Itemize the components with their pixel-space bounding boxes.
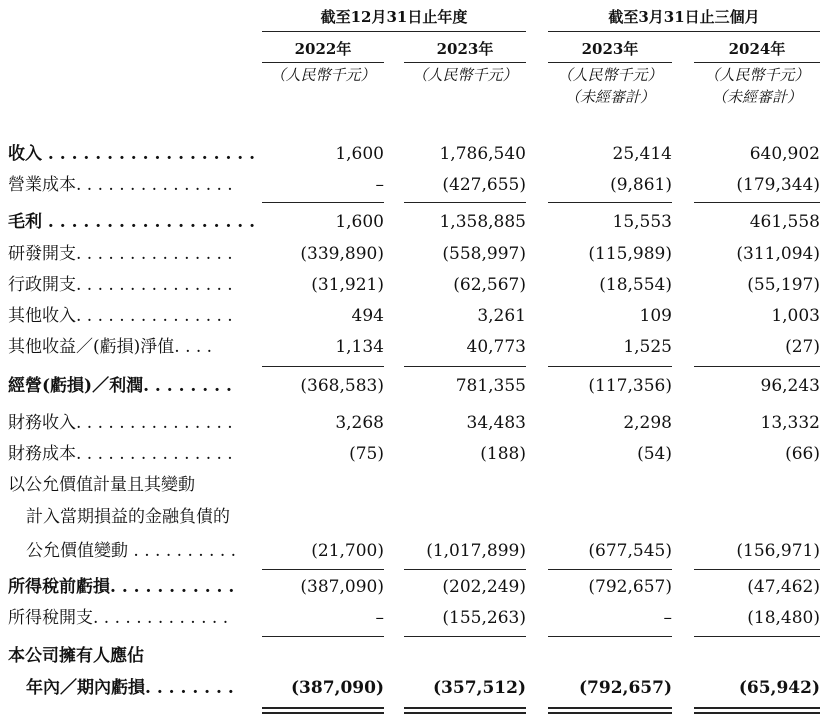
subtotal-line-2023 — [404, 202, 526, 203]
row-loss-before-tax — [0, 572, 830, 603]
subtotal-line-2022 — [262, 569, 384, 570]
subtotal-line-2022 — [262, 636, 384, 637]
subtotal-line-2024-q1 — [694, 366, 820, 367]
value-2024-q1: (311,094) — [736, 244, 820, 264]
row-revenue — [0, 139, 830, 170]
row-fair-value-line-2 — [0, 502, 830, 533]
value-2023: (62,567) — [453, 275, 526, 295]
row-finance-income — [0, 408, 830, 439]
group-underline-year — [262, 31, 526, 32]
row-label: 其他收益／(虧損)淨值. . . . — [8, 337, 213, 357]
value-2023-q1: 2,298 — [623, 413, 672, 433]
group-underline-quarter — [548, 31, 820, 32]
row-label: 行政開支. . . . . . . . . . . . . . . — [8, 275, 233, 295]
value-2022: (387,090) — [291, 678, 384, 698]
group-header-quarter: 截至3月31日止三個月 — [608, 8, 760, 26]
total-underline-2022 — [262, 707, 384, 709]
value-2023: (155,263) — [442, 608, 526, 628]
value-2023: 1,786,540 — [439, 144, 526, 164]
row-label: 收入 . . . . . . . . . . . . . . . . . . — [8, 144, 256, 164]
group-header-year: 截至12月31日止年度 — [320, 8, 468, 26]
unit-label: （人民幣千元） — [557, 66, 663, 84]
total-underline-2023-q1-second — [548, 712, 672, 714]
row-label: 經營(虧損)／利潤. . . . . . . . — [8, 376, 232, 396]
row-income-tax-expense — [0, 603, 830, 634]
row-label: 年內／期內虧損. . . . . . . . — [26, 678, 234, 698]
row-label: 其他收入. . . . . . . . . . . . . . . — [8, 306, 233, 326]
subtotal-line-2023 — [404, 636, 526, 637]
total-underline-2022-second — [262, 712, 384, 714]
total-underline-2023-q1 — [548, 707, 672, 709]
row-rd-expenses — [0, 239, 830, 270]
row-label: 財務收入. . . . . . . . . . . . . . . — [8, 413, 233, 433]
value-2022: 1,600 — [335, 144, 384, 164]
value-2024-q1: (65,942) — [738, 678, 820, 698]
value-2024-q1: (55,197) — [747, 275, 820, 295]
column-unit-2022 — [262, 64, 384, 86]
value-2022: (387,090) — [300, 577, 384, 597]
subtotal-line-2024-q1 — [694, 569, 820, 570]
column-underline-2024-q1 — [694, 62, 820, 63]
value-2024-q1: 1,003 — [771, 306, 820, 326]
column-underline-2023-q1 — [548, 62, 672, 63]
value-2022: – — [375, 175, 384, 195]
subtotal-line-2023-q1 — [548, 366, 672, 367]
column-unit-2024-q1 — [694, 64, 820, 108]
value-2024-q1: (179,344) — [736, 175, 820, 195]
subtotal-line-2024-q1 — [694, 202, 820, 203]
value-2024-q1: (18,480) — [747, 608, 820, 628]
value-2024-q1: 96,243 — [760, 376, 820, 396]
column-underline-2023 — [404, 62, 526, 63]
value-2024-q1: (27) — [785, 337, 820, 357]
value-2023: 1,358,885 — [439, 212, 526, 232]
value-2023-q1: (9,861) — [610, 175, 672, 195]
value-2024-q1: 640,902 — [749, 144, 820, 164]
unaudited-note: （未經審計） — [711, 88, 802, 106]
value-2022: (75) — [349, 444, 384, 464]
value-2024-q1: (47,462) — [747, 577, 820, 597]
value-2024-q1: (156,971) — [736, 541, 820, 561]
value-2024-q1: (66) — [785, 444, 820, 464]
row-label: 計入當期損益的金融負債的 — [26, 507, 230, 527]
value-2022: (31,921) — [311, 275, 384, 295]
column-year-2024-q1: 2024年 — [728, 40, 786, 58]
row-attributable-line-1 — [0, 641, 830, 672]
value-2023-q1: 25,414 — [612, 144, 672, 164]
unaudited-note: （未經審計） — [564, 88, 655, 106]
subtotal-line-2023-q1 — [548, 202, 672, 203]
column-year-2023: 2023年 — [436, 40, 494, 58]
value-2023-q1: 109 — [639, 306, 672, 326]
row-finance-costs — [0, 439, 830, 470]
column-year-2022: 2022年 — [294, 40, 352, 58]
row-loss-for-period — [0, 673, 830, 704]
value-2023: 781,355 — [455, 376, 526, 396]
subtotal-line-2022 — [262, 202, 384, 203]
value-2023-q1: (115,989) — [588, 244, 672, 264]
value-2022: 1,134 — [335, 337, 384, 357]
total-underline-2023-second — [404, 712, 526, 714]
value-2023: 3,261 — [477, 306, 526, 326]
row-label: 所得稅開支. . . . . . . . . . . . . — [8, 608, 229, 628]
value-2024-q1: 13,332 — [760, 413, 820, 433]
row-label: 本公司擁有人應佔 — [8, 646, 144, 666]
value-2023: (188) — [480, 444, 526, 464]
value-2023-q1: (792,657) — [579, 678, 672, 698]
subtotal-line-2023-q1 — [548, 569, 672, 570]
row-label: 研發開支. . . . . . . . . . . . . . . — [8, 244, 233, 264]
column-unit-2023-q1 — [548, 64, 672, 108]
row-other-income — [0, 301, 830, 332]
value-2023-q1: (677,545) — [588, 541, 672, 561]
value-2022: – — [375, 608, 384, 628]
value-2022: (368,583) — [300, 376, 384, 396]
subtotal-line-2022 — [262, 366, 384, 367]
column-unit-2023 — [404, 64, 526, 86]
value-2023-q1: 15,553 — [612, 212, 672, 232]
row-gross-profit — [0, 207, 830, 238]
value-2023: (202,249) — [442, 577, 526, 597]
value-2022: 494 — [351, 306, 384, 326]
value-2022: 3,268 — [335, 413, 384, 433]
value-2022: (339,890) — [300, 244, 384, 264]
value-2023: (427,655) — [442, 175, 526, 195]
unit-label: （人民幣千元） — [412, 66, 518, 84]
value-2023-q1: – — [663, 608, 672, 628]
column-year-2023-q1: 2023年 — [581, 40, 639, 58]
total-underline-2023 — [404, 707, 526, 709]
value-2023: (1,017,899) — [426, 541, 526, 561]
value-2022: (21,700) — [311, 541, 384, 561]
subtotal-line-2023 — [404, 366, 526, 367]
value-2023-q1: (117,356) — [588, 376, 672, 396]
row-label: 公允價值變動 . . . . . . . . . . — [26, 541, 237, 561]
row-other-gains-losses — [0, 332, 830, 363]
row-label: 財務成本. . . . . . . . . . . . . . . — [8, 444, 233, 464]
column-underline-2022 — [262, 62, 384, 63]
value-2023: 34,483 — [466, 413, 526, 433]
row-label: 營業成本. . . . . . . . . . . . . . . — [8, 175, 233, 195]
total-underline-2024-q1-second — [694, 712, 820, 714]
unit-label: （人民幣千元） — [270, 66, 376, 84]
row-fair-value-changes — [0, 536, 830, 567]
value-2023-q1: (792,657) — [588, 577, 672, 597]
value-2023-q1: (18,554) — [599, 275, 672, 295]
row-cost-of-sales — [0, 170, 830, 201]
value-2023: (558,997) — [442, 244, 526, 264]
row-label: 毛利 . . . . . . . . . . . . . . . . . . — [8, 212, 256, 232]
subtotal-line-2024-q1 — [694, 636, 820, 637]
unit-label: （人民幣千元） — [704, 66, 810, 84]
value-2022: 1,600 — [335, 212, 384, 232]
total-underline-2024-q1 — [694, 707, 820, 709]
value-2023-q1: 1,525 — [623, 337, 672, 357]
value-2024-q1: 461,558 — [749, 212, 820, 232]
value-2023: 40,773 — [466, 337, 526, 357]
subtotal-line-2023-q1 — [548, 636, 672, 637]
subtotal-line-2023 — [404, 569, 526, 570]
row-label: 以公允價值計量且其變動 — [8, 475, 195, 495]
value-2023: (357,512) — [433, 678, 526, 698]
row-fair-value-line-1 — [0, 470, 830, 501]
row-label: 所得稅前虧損. . . . . . . . . . . — [8, 577, 235, 597]
row-admin-expenses — [0, 270, 830, 301]
value-2023-q1: (54) — [637, 444, 672, 464]
row-operating-profit-loss — [0, 371, 830, 402]
